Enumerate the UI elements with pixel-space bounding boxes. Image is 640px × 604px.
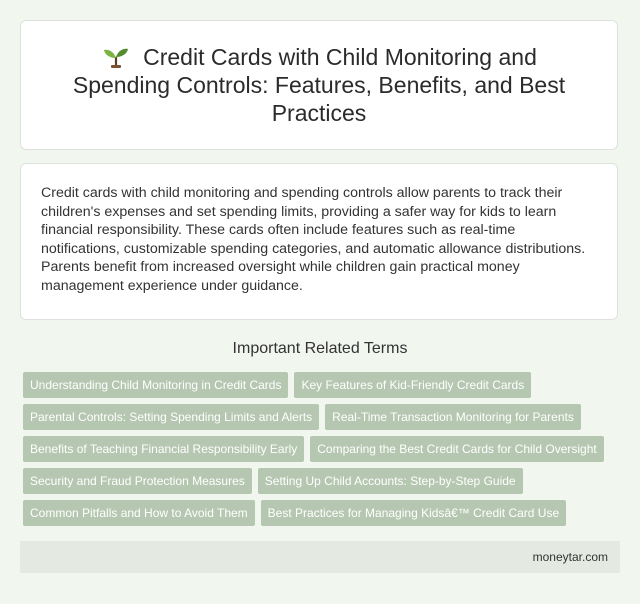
term-tag[interactable]: Comparing the Best Credit Cards for Child Oversight bbox=[310, 436, 603, 462]
term-tag[interactable]: Key Features of Kid-Friendly Credit Cards bbox=[294, 372, 531, 398]
summary-card bbox=[20, 163, 618, 320]
footer bbox=[20, 541, 620, 573]
term-tag[interactable]: Benefits of Teaching Financial Responsibility Early bbox=[23, 436, 304, 462]
summary-text: Credit cards with child monitoring and spending controls allow parents to track their children's expenses and set spending limits, providing a safer way for kids to learn financial responsibility. These cards often include features such as real-time notifications, customizable spending categories, and automatic allowance distributions. Parents benefit from increased oversight while children gain practical money management experience under guidance. bbox=[41, 185, 586, 294]
term-tag[interactable]: Real-Time Transaction Monitoring for Parents bbox=[325, 404, 581, 430]
term-tag[interactable]: Setting Up Child Accounts: Step-by-Step Guide bbox=[258, 468, 523, 494]
related-terms-list bbox=[23, 372, 623, 526]
term-tag[interactable]: Parental Controls: Setting Spending Limits and Alerts bbox=[23, 404, 319, 430]
term-tag[interactable]: Best Practices for Managing Kidsâ€™ Credit Card Use bbox=[261, 500, 566, 526]
term-tag[interactable]: Security and Fraud Protection Measures bbox=[23, 468, 252, 494]
page-title bbox=[21, 43, 617, 127]
related-terms-heading: Important Related Terms bbox=[232, 340, 408, 357]
footer-site-link[interactable]: moneytar.com bbox=[532, 550, 608, 564]
title-card bbox=[20, 20, 618, 150]
term-tag[interactable]: Common Pitfalls and How to Avoid Them bbox=[23, 500, 255, 526]
term-tag[interactable]: Understanding Child Monitoring in Credit Cards bbox=[23, 372, 288, 398]
sprout-icon bbox=[101, 46, 131, 68]
page-title-text: Credit Cards with Child Monitoring and Spending Controls: Features, Benefits, and Best Practices bbox=[72, 44, 566, 126]
